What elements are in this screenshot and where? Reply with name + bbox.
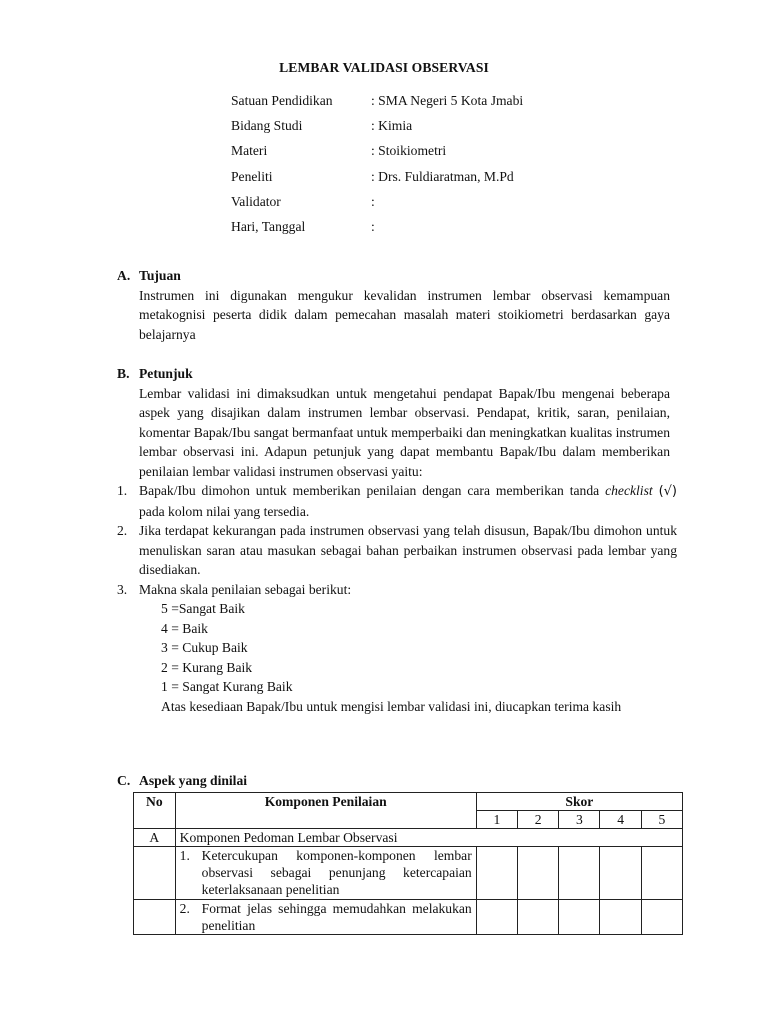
meta-row-validator xyxy=(231,193,523,218)
group-no: A xyxy=(134,829,176,847)
section-heading xyxy=(117,771,677,791)
page-title: LEMBAR VALIDASI OBSERVASI xyxy=(279,60,489,75)
item-number: 2. xyxy=(117,523,128,538)
score-cell-4[interactable] xyxy=(600,847,641,900)
criterion-number: 1. xyxy=(179,848,190,863)
meta-value: : Drs. Fuldiaratman, M.Pd xyxy=(371,168,514,184)
section-title: Tujuan xyxy=(139,268,181,283)
section-title: Aspek yang dinilai xyxy=(139,773,248,788)
criterion-text: Ketercukupan komponen-komponen lembar observasi sebagai penunjang ketercapaian keterlaksanaan penelitian xyxy=(201,848,472,897)
skor-1-header: 1 xyxy=(476,811,517,829)
score-cell-3[interactable] xyxy=(559,900,600,935)
meta-row-peneliti xyxy=(231,168,523,193)
item-text xyxy=(139,481,677,521)
meta-value: : SMA Negeri 5 Kota Jmabi xyxy=(371,93,524,108)
item-number: 3. xyxy=(117,581,128,597)
meta-value: : xyxy=(371,193,375,209)
section-letter: C. xyxy=(117,773,131,788)
meta-value: : Kimia xyxy=(371,118,413,134)
scale-item: 3 = Cukup Baik xyxy=(161,640,248,655)
score-cell-5[interactable] xyxy=(641,847,682,900)
col-skor-header: Skor xyxy=(476,793,682,811)
item1-text-b: pada kolom nilai yang tersedia. xyxy=(139,503,310,519)
criterion-cell xyxy=(175,847,476,900)
table-row xyxy=(134,900,683,935)
instruction-item xyxy=(117,521,677,580)
score-cell-5[interactable] xyxy=(641,900,682,935)
section-aspek xyxy=(117,771,677,791)
meta-label: Peneliti xyxy=(231,168,273,184)
scale-item: 2 = Kurang Baik xyxy=(161,659,253,675)
tujuan-text: Instrumen ini digunakan mengukur kevalidan instrumen lembar observasi kemampuan metakognisi peserta didik dalam pemecahan masalah materi stoikiometri berdasarkan gaya belajarnya xyxy=(139,287,670,342)
table-row xyxy=(134,847,683,900)
meta-label: Bidang Studi xyxy=(231,118,303,134)
meta-label: Hari, Tanggal xyxy=(231,218,306,234)
assessment-table xyxy=(133,792,683,935)
score-cell-2[interactable] xyxy=(517,900,558,935)
section-letter: B. xyxy=(117,366,130,381)
petunjuk-intro: Lembar validasi ini dimaksudkan untuk mengetahui pendapat Bapak/Ibu mengenai beberapa aspek yang disajikan dalam instrumen lembar observasi. Pendapat, kritik, saran, penilaian, komentar Bapak/Ibu sangat bermanfaat untuk memperbaiki dan meningkatkan kualitas instrumen lembar observasi ini. Adapun petunjuk yang dapat membantu Bapak/Ibu dalam memberikan penilaian lembar validasi instrumen observasi yaitu: xyxy=(139,385,670,479)
identity-block xyxy=(231,92,523,243)
table-header-row xyxy=(134,793,683,811)
criterion-number: 2. xyxy=(179,901,190,916)
meta-row-materi xyxy=(231,142,523,167)
item-text: Makna skala penilaian sebagai berikut: xyxy=(139,581,352,597)
score-cell-4[interactable] xyxy=(600,900,641,935)
meta-value: : Stoikiometri xyxy=(371,143,447,159)
scale-item: 5 =Sangat Baik xyxy=(161,601,245,616)
section-body xyxy=(139,384,670,482)
score-cell-1[interactable] xyxy=(476,847,517,900)
criterion-text: Format jelas sehingga memudahkan melakukan penelitian xyxy=(201,901,472,933)
scale-item: 1 = Sangat Kurang Baik xyxy=(161,679,293,694)
meta-label: Materi xyxy=(231,143,268,159)
score-cell-2[interactable] xyxy=(517,847,558,900)
instruction-item xyxy=(117,481,677,521)
section-petunjuk xyxy=(117,364,677,716)
checkmark-symbol: (√) xyxy=(658,484,677,499)
score-cell-1[interactable] xyxy=(476,900,517,935)
skor-5-header: 5 xyxy=(641,811,682,829)
group-label: Komponen Pedoman Lembar Observasi xyxy=(175,829,682,847)
scale-item: 4 = Baik xyxy=(161,620,208,636)
skor-2-header: 2 xyxy=(517,811,558,829)
item1-text-a: Bapak/Ibu dimohon untuk memberikan penilaian dengan cara memberikan tanda xyxy=(139,483,600,498)
section-heading xyxy=(117,364,677,384)
closing-text: Atas kesediaan Bapak/Ibu untuk mengisi lembar validasi ini, diucapkan terima kasih xyxy=(161,698,622,714)
section-paragraph xyxy=(139,286,670,345)
instruction-item xyxy=(117,580,677,600)
score-cell-3[interactable] xyxy=(559,847,600,900)
item-text: Jika terdapat kekurangan pada instrumen observasi yang telah disusun, Bapak/Ibu dimohon untuk menuliskan saran atau masukan sebagai bahan perbaikan instrumen observasi pada lembar yang disediakan. xyxy=(139,523,677,577)
section-title: Petunjuk xyxy=(139,366,193,381)
col-no-header: No xyxy=(134,793,176,829)
meta-row-tanggal xyxy=(231,218,523,243)
item-number: 1. xyxy=(117,483,128,498)
rating-scale xyxy=(161,599,677,697)
checklist-term: checklist xyxy=(605,483,653,498)
section-letter: A. xyxy=(117,268,131,283)
section-heading xyxy=(117,266,677,286)
row-no-cell xyxy=(134,847,176,900)
col-component-header: Komponen Penilaian xyxy=(175,793,476,829)
table-group-row xyxy=(134,829,683,847)
meta-row-satuan xyxy=(231,92,523,117)
meta-label: Satuan Pendidikan xyxy=(231,93,333,108)
meta-label: Validator xyxy=(231,193,281,209)
skor-3-header: 3 xyxy=(559,811,600,829)
criterion-cell xyxy=(175,900,476,935)
skor-4-header: 4 xyxy=(600,811,641,829)
meta-value: : xyxy=(371,218,375,234)
row-no-cell xyxy=(134,900,176,935)
section-tujuan xyxy=(117,266,677,344)
meta-row-bidang xyxy=(231,117,523,142)
